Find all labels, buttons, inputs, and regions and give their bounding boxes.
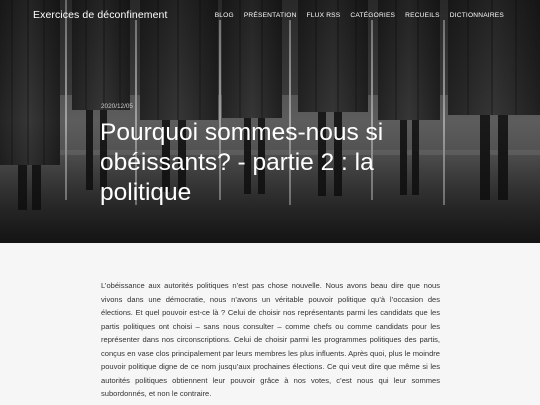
post-content (0, 243, 540, 405)
nav-item-blog[interactable]: BLOG (214, 11, 234, 19)
site-title-link[interactable]: Exercices de déconfinement (33, 9, 168, 21)
nav-item-categories[interactable]: CATÉGORIES (350, 11, 396, 19)
post-title: Pourquoi sommes-nous si obéissants? - partie 2 : la politique (100, 119, 384, 206)
nav-item-dictionaries[interactable]: DICTIONNAIRES (449, 11, 504, 19)
main-nav (215, 12, 504, 19)
site-header (0, 0, 540, 30)
post-date: 2020/12/05 (101, 103, 133, 110)
nav-item-collections[interactable]: RECUEILS (405, 11, 440, 19)
nav-item-presentation[interactable]: PRÉSENTATION (243, 11, 297, 19)
nav-item-rss-feed[interactable]: FLUX RSS (306, 11, 341, 19)
post-body-paragraph: L’obéissance aux autorités politiques n’est pas chose nouvelle. Nous avons beau dire que nous vivons dans une démocratie, nous n’avons un véritable pouvoir politique qu’à l’occasion des élections. Et quel pouvoir est-ce là ? Celui de choisir nos représentants parmi les candidats que les partis politiques ont choisi – sans nous consulter – comme chefs ou comme candidats pour les représenter dans nos circonscriptions. Celui de choisir parmi les programmes politiques des partis, conçus en vase clos principalement par leurs membres les plus influents. Après quoi, plus le moindre pouvoir politique digne de ce nom jusqu’aux prochaines élections. Ce qui veut dire que même si les autorités politiques obtiennent leur pouvoir grâce à nos votes, c’est nous qui leur sommes subordonnés, et non le contraire. (101, 281, 440, 398)
